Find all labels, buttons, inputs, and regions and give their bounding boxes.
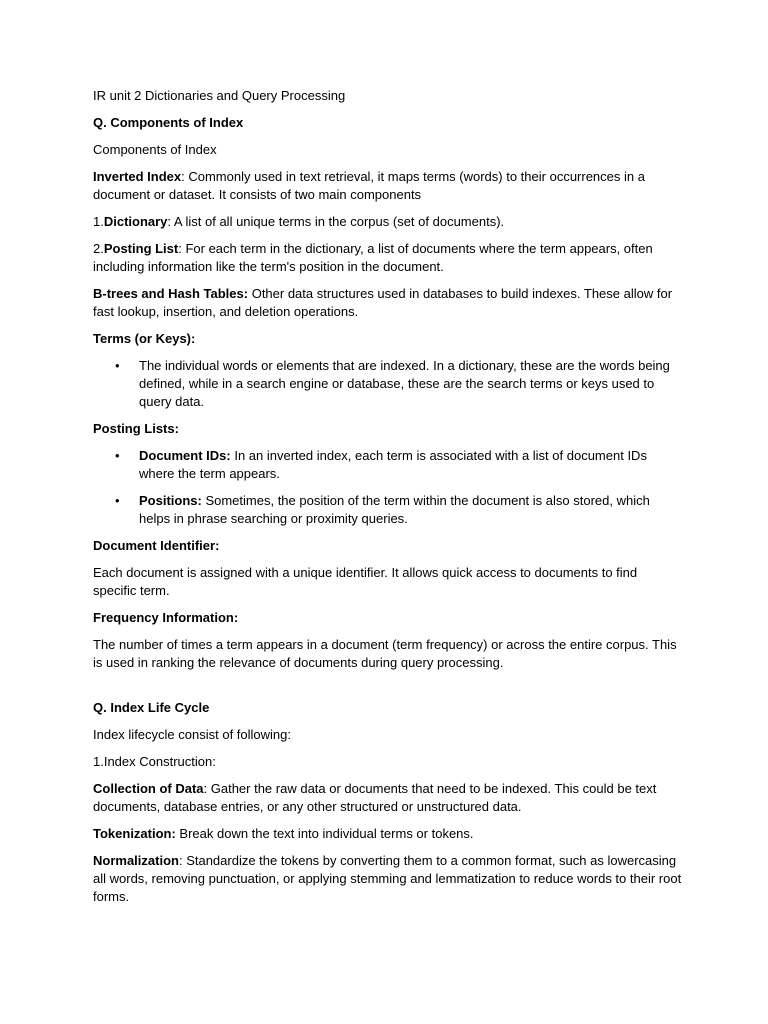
- posting-lists-list: [93, 447, 683, 528]
- step-heading: 1.Index Construction:: [93, 754, 216, 769]
- list-item: • Document IDs: In an inverted index, each term is associated with a list of document IDs where the term appears.: [115, 448, 647, 481]
- document-identifier-heading: Document Identifier:: [93, 538, 220, 553]
- term-label: Tokenization:: [93, 826, 176, 841]
- btrees-paragraph: B-trees and Hash Tables: Other data structures used in databases to build indexes. These allow for fast lookup, insertion, and deletion operations.: [93, 286, 673, 319]
- term-label: Posting List: [103, 241, 179, 256]
- document-header: IR unit 2 Dictionaries and Query Processing: [93, 88, 346, 103]
- terms-heading: Terms (or Keys):: [93, 331, 196, 346]
- inverted-index-paragraph: Inverted Index: Commonly used in text retrieval, it maps terms (words) to their occurrences in a document or dataset. It consists of two main components: [93, 169, 645, 202]
- dictionary-paragraph: 1.Dictionary: A list of all unique terms in the corpus (set of documents).: [93, 214, 505, 229]
- document-identifier-text: Each document is assigned with a unique identifier. It allows quick access to documents to find specific term.: [93, 565, 638, 598]
- bullet-icon: •: [115, 493, 120, 508]
- term-label: Inverted Index: [93, 169, 182, 184]
- bullet-icon: •: [115, 448, 120, 463]
- frequency-heading: Frequency Information:: [93, 610, 239, 625]
- terms-list: [93, 357, 683, 411]
- term-label: Collection of Data: [93, 781, 204, 796]
- normalization-paragraph: Normalization: Standardize the tokens by converting them to a common format, such as lowercasing all words, removing punctuation, or applying stemming and lemmatization to reduce words to their root forms.: [93, 853, 682, 904]
- posting-list-paragraph: 2.Posting List: For each term in the dictionary, a list of documents where the term appears, often including information like the term's position in the document.: [93, 241, 653, 274]
- posting-lists-heading: Posting Lists:: [93, 421, 179, 436]
- collection-paragraph: Collection of Data: Gather the raw data or documents that need to be indexed. This could be text documents, database entries, or any other structured or unstructured data.: [93, 781, 657, 814]
- question-heading: Q. Components of Index: [93, 115, 244, 130]
- term-label: Dictionary: [103, 214, 168, 229]
- frequency-text: The number of times a term appears in a document (term frequency) or across the entire corpus. This is used in ranking the relevance of documents during query processing.: [93, 637, 677, 670]
- question-heading: Q. Index Life Cycle: [93, 700, 210, 715]
- document-page: [93, 87, 683, 915]
- term-label: B-trees and Hash Tables:: [93, 286, 249, 301]
- list-item: • The individual words or elements that are indexed. In a dictionary, these are the words being defined, while in a search engine or database, these are the search terms or keys used to query data.: [115, 358, 670, 409]
- section-intro: Components of Index: [93, 142, 217, 157]
- tokenization-paragraph: Tokenization: Break down the text into individual terms or tokens.: [93, 826, 474, 841]
- bullet-icon: •: [115, 358, 120, 373]
- list-item: • Positions: Sometimes, the position of the term within the document is also stored, which helps in phrase searching or proximity queries.: [115, 493, 650, 526]
- section-intro: Index lifecycle consist of following:: [93, 727, 291, 742]
- term-label: Normalization: [93, 853, 179, 868]
